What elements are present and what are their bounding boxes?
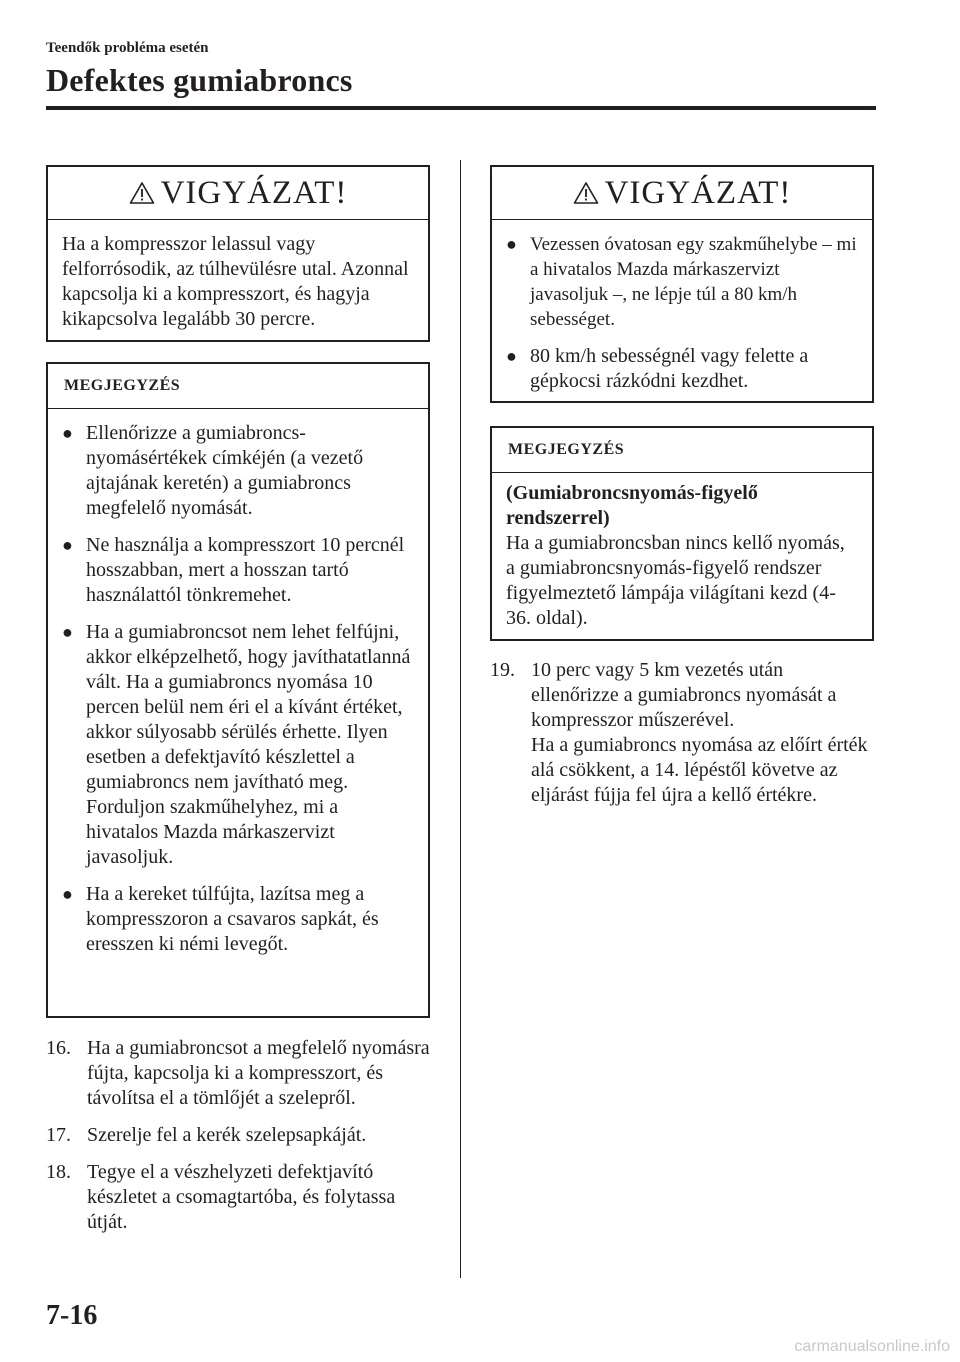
- list-item: [62, 421, 414, 521]
- column-divider: [460, 160, 461, 1278]
- note-heading: MEGJEGYZÉS: [492, 428, 872, 473]
- note-bullet-list: [62, 421, 414, 957]
- step-text: 10 perc vagy 5 km vezetés után ellenőrizze a gumiabroncs nyomását a kompresszor műszerével.: [531, 659, 837, 731]
- step-number: 16.: [46, 1037, 71, 1059]
- caution-heading: [492, 167, 872, 220]
- list-item-text: Ne használja a kompresszort 10 percnél hosszabban, mert a hosszan tartó használattól tönkremehet.: [86, 534, 405, 606]
- step-text: Szerelje fel a kerék szelepsapkáját.: [87, 1124, 367, 1146]
- title-rule: [46, 106, 876, 110]
- bullet-icon: ●: [506, 234, 517, 254]
- bullet-icon: ●: [62, 622, 73, 642]
- list-item: [62, 882, 414, 957]
- bullet-icon: ●: [62, 423, 73, 443]
- warning-triangle-icon: [573, 181, 599, 205]
- warning-triangle-icon: [129, 181, 155, 205]
- caution-heading-text: VIGYÁZAT!: [604, 174, 792, 211]
- section-label: Teendők probléma esetén: [46, 40, 209, 56]
- bullet-icon: ●: [62, 535, 73, 555]
- list-item: [506, 232, 858, 332]
- step-text: Ha a gumiabroncsot a megfelelő nyomásra fújta, kapcsolja ki a kompresszort, és távolítsa el a tömlőjét a szelepről.: [87, 1037, 430, 1109]
- list-item: [62, 533, 414, 608]
- list-item-text: Ellenőrizze a gumiabroncs-nyomásértékek címkéjén (a vezető ajtajának keretén) a gumiabroncs megfelelő nyomását.: [86, 422, 364, 519]
- bullet-icon: ●: [506, 346, 517, 366]
- step-number: 17.: [46, 1124, 71, 1146]
- note-box-left: [46, 362, 430, 1018]
- list-item: [62, 620, 414, 870]
- list-item-text: Ha a gumiabroncsot nem lehet felfújni, akkor elképzelhető, hogy javíthatatlanná vált. Ha a gumiabroncs nyomása 10 percen belül nem éri el a kívánt értéket, akkor súlyosabb sérülés érhette. Ilyen esetben a defektjavító készlettel a gumiabroncs nem javítható meg. Forduljon szakműhelyhez, mi a hivatalos Mazda márkaszervizt javasoljuk.: [86, 621, 411, 868]
- step-list-right: [490, 658, 874, 820]
- list-item-text: Ha a kereket túlfújta, lazítsa meg a kompresszoron a csavaros sapkát, és eresszen ki némi levegőt.: [86, 883, 379, 955]
- step-list-left: [46, 1036, 430, 1247]
- caution-bullet-list: [506, 232, 858, 394]
- page-number: 7-16: [46, 1300, 98, 1331]
- list-item-text: Vezessen óvatosan egy szakműhelybe – mi a hivatalos Mazda márkaszervizt javasoljuk –, ne lépje túl a 80 km/h sebességet.: [530, 234, 857, 330]
- list-item-text: 80 km/h sebességnél vagy felette a gépkocsi rázkódni kezdhet.: [530, 345, 809, 392]
- caution-box-left: [46, 165, 430, 342]
- note-subheading: (Gumiabroncsnyomás-figyelő rendszerrel): [506, 482, 758, 529]
- step-item: [46, 1160, 430, 1235]
- step-item: [46, 1123, 430, 1148]
- list-item: [506, 344, 858, 394]
- note-text: Ha a gumiabroncsban nincs kellő nyomás, a gumiabroncsnyomás-figyelő rendszer figyelmeztető lámpája világítani kezd (4-36. oldal).: [506, 532, 845, 629]
- note-heading: MEGJEGYZÉS: [48, 364, 428, 409]
- note-box-right: [490, 426, 874, 641]
- caution-heading: [48, 167, 428, 220]
- caution-body: Ha a kompresszor lelassul vagy felforrósodik, az túlhevülésre utal. Azonnal kapcsolja ki a kompresszort, és hagyja kikapcsolva legalább 30 percre.: [62, 233, 409, 330]
- caution-heading-text: VIGYÁZAT!: [160, 174, 348, 211]
- step-text-continued: Ha a gumiabroncs nyomása az előírt érték alá csökkent, a 14. lépéstől követve az eljárást fújja fel újra a kellő értékre.: [531, 734, 868, 806]
- watermark: carmanualsonline.info: [794, 1338, 950, 1355]
- step-text: Tegye el a vészhelyzeti defektjavító készletet a csomagtartóba, és folytassa útját.: [87, 1161, 396, 1233]
- caution-box-right: [490, 165, 874, 403]
- step-number: 18.: [46, 1161, 71, 1183]
- step-number: 19.: [490, 659, 515, 681]
- step-item: [46, 1036, 430, 1111]
- bullet-icon: ●: [62, 884, 73, 904]
- step-item: [490, 658, 874, 808]
- page-title: Defektes gumiabroncs: [46, 62, 353, 98]
